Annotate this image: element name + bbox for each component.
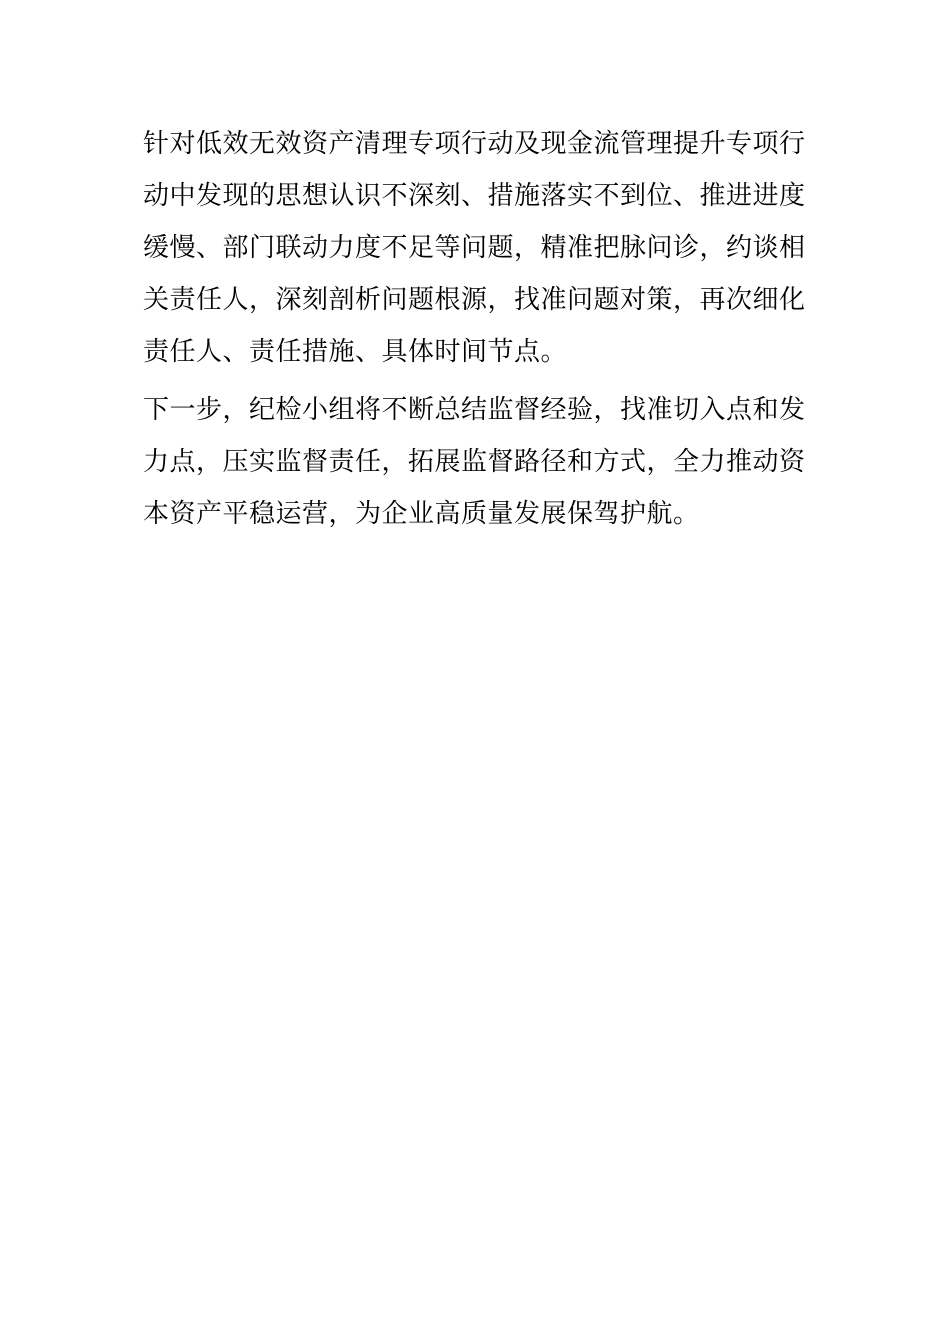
text-line: 动中发现的思想认识不深刻、措施落实不到位、推进进度 [143,181,806,211]
paragraph-1 [143,118,808,378]
document-body [143,118,808,540]
text-line: 缓慢、部门联动力度不足等问题，精准把脉问诊，约谈相 [143,233,806,263]
text-line: 针对低效无效资产清理专项行动及现金流管理提升专项行 [143,129,806,159]
text-line: 关责任人，深刻剖析问题根源，找准问题对策，再次细化 [143,285,806,315]
text-line: 责任人、责任措施、具体时间节点。 [143,337,568,367]
text-line: 本资产平稳运营，为企业高质量发展保驾护航。 [143,499,700,529]
paragraph-2 [143,384,808,540]
text-line: 下一步，纪检小组将不断总结监督经验，找准切入点和发 [143,395,806,425]
text-line: 力点，压实监督责任，拓展监督路径和方式，全力推动资 [143,447,806,477]
